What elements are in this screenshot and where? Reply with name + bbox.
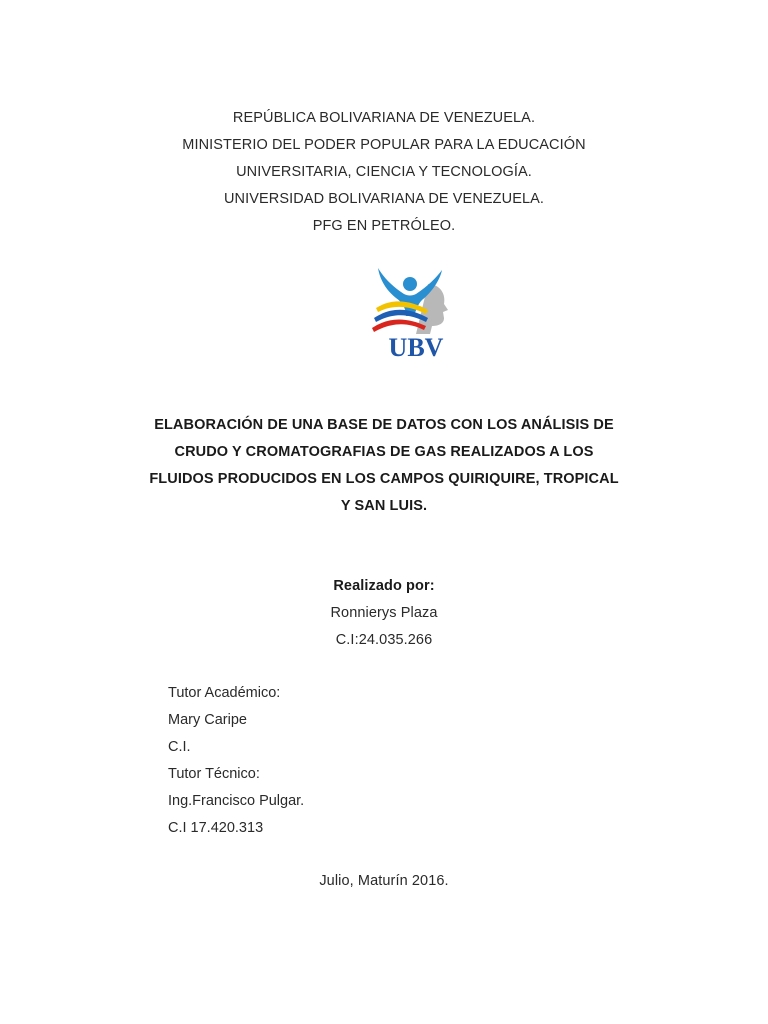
header-line-ministry: MINISTERIO DEL PODER POPULAR PARA LA EDUCACIÓN bbox=[182, 137, 586, 153]
academic-tutor-id: C.I. bbox=[168, 739, 191, 755]
header-line-republic: REPÚBLICA BOLIVARIANA DE VENEZUELA. bbox=[232, 110, 536, 126]
header-line-program: PFG EN PETRÓLEO. bbox=[312, 218, 456, 234]
author-id: C.I:24.035.266 bbox=[335, 632, 433, 648]
date-place: Julio, Maturín 2016. bbox=[319, 873, 449, 889]
technical-tutor-name: Ing.Francisco Pulgar. bbox=[168, 793, 305, 809]
author-heading: Realizado por: bbox=[333, 578, 435, 594]
title-line-4: Y SAN LUIS. bbox=[340, 498, 428, 514]
title-line-3: FLUIDOS PRODUCIDOS EN LOS CAMPOS QUIRIQUIRE, TROPICAL bbox=[149, 471, 619, 487]
header-line-university: UNIVERSIDAD BOLIVARIANA DE VENEZUELA. bbox=[223, 191, 545, 207]
header-line-ministry-cont: UNIVERSITARIA, CIENCIA Y TECNOLOGÍA. bbox=[236, 164, 532, 180]
ubv-logo bbox=[370, 264, 462, 360]
ubv-logo-text: UBV bbox=[388, 333, 444, 360]
academic-tutor-name: Mary Caripe bbox=[168, 712, 247, 728]
title-line-1: ELABORACIÓN DE UNA BASE DE DATOS CON LOS ANÁLISIS DE bbox=[154, 417, 614, 433]
technical-tutor-label: Tutor Técnico: bbox=[168, 766, 260, 782]
title-line-2: CRUDO Y CROMATOGRAFIAS DE GAS REALIZADOS A LOS bbox=[174, 444, 594, 460]
academic-tutor-label: Tutor Académico: bbox=[168, 685, 281, 701]
author-name: Ronnierys Plaza bbox=[330, 605, 438, 621]
technical-tutor-id: C.I 17.420.313 bbox=[168, 820, 264, 836]
